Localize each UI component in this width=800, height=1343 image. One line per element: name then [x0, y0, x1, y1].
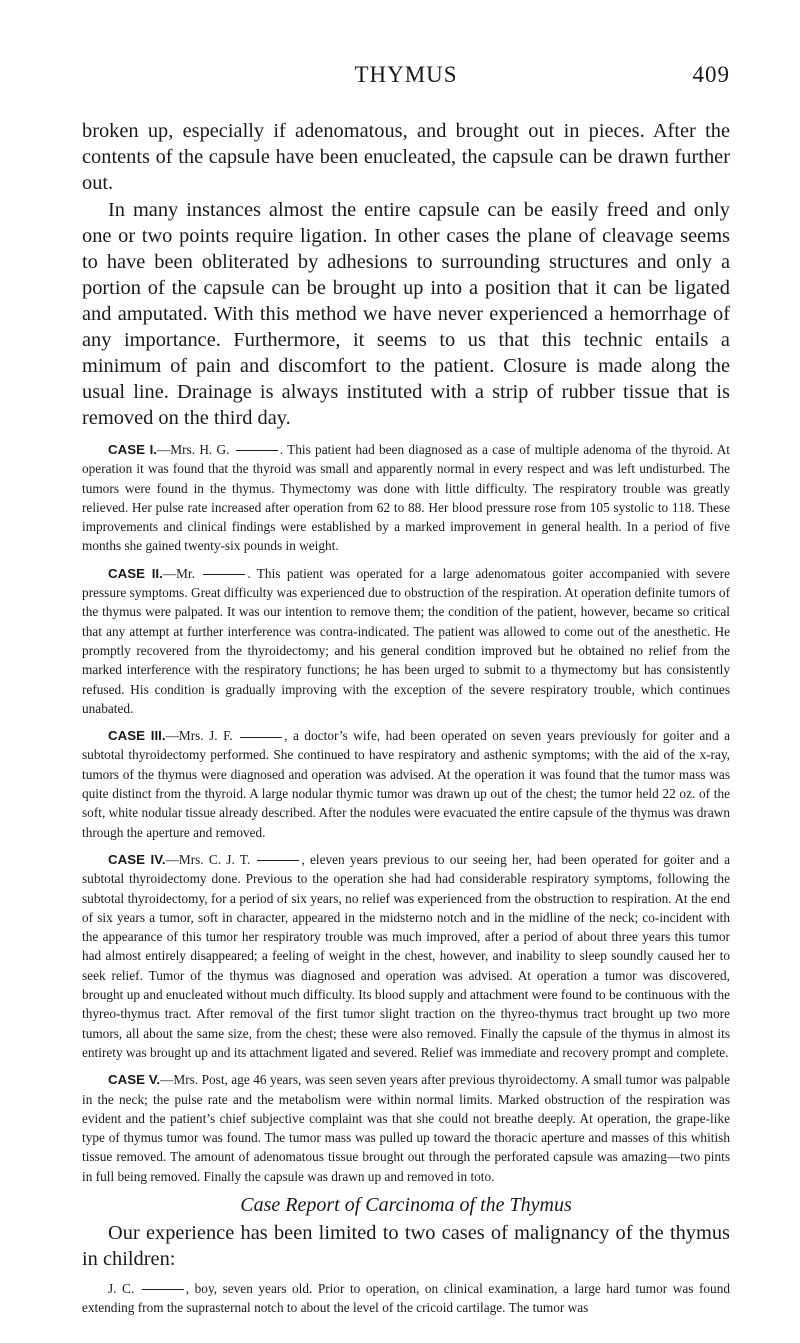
case-report-jc: [82, 1279, 730, 1318]
running-title: THYMUS: [354, 62, 458, 87]
case-text: was seen seven years after previous thyroidectomy. A small tumor was palpable in the neck; the pulse rate and the metabolism were within normal limits. Marked obstruction of the respiration was evident and the patient’s chief subjective complaint was that she could not breathe deeply. At operation, the grape-like type of thymus tumor was found. The tumor mass was pulled up toward the thoracic aperture and masses of this whitish tissue removed. The amount of adenomatous tissue brought out through the perforated capsule was amazing—two pints in full being removed. Finally the capsule was drawn up and removed in toto.: [82, 1072, 730, 1184]
case-text: . This patient had been diagnosed as a case of multiple adenoma of the thyroid. At operation it was found that the thyroid was small and apparently normal in every respect and was left undisturbed. The tumors were found in the thymus. Thymectomy was done with little difficulty. The respiratory trouble was greatly relieved. Her pulse rate increased after operation from 62 to 88. Her blood pressure rose from 105 systolic to 118. These improvements and clinical findings were established by a marked improvement in general health. In a period of five months she gained twenty-six pounds in weight.: [82, 442, 730, 554]
name-redaction-dash: [142, 1289, 184, 1290]
case-text: , boy, seven years old. Prior to operation, on clinical examination, a large hard tumor was found extending from the suprasternal notch to about the level of the cricoid cartilage. The tumor was: [82, 1280, 730, 1316]
case-label: CASE IV.: [108, 851, 166, 867]
running-header: [82, 62, 730, 92]
case-text: . This patient was operated for a large adenomatous goiter accompanied with severe pressure symptoms. Great difficulty was experienced due to obstruction of the respiration. At operation definite tumors of the thymus were palpated. It was our intention to remove them; the condition of the patient, however, became so critical that any attempt at further interference was contra-indicated. The patient was allowed to come out of the anesthetic. He promptly recovered from the thyroidectomy; and his general condition improved but he obtained no relief from the marked interference with the respiratory functions; he has been urged to submit to a thymectomy but has consistently refused. His condition is gradually improving with the exception of the severe respiratory trouble, which continues unabated.: [82, 565, 730, 716]
case-report-1: [82, 440, 730, 556]
name-redaction-dash: [203, 574, 245, 575]
case-text: , eleven years previous to our seeing her, had been operated for goiter and a subtotal thyroidectomy done. Previous to the operation she had had considerable respiratory symptoms, following the subtotal thyroidectomy, for a period of six years, no relief was experienced from the obstruction to respiration. At the end of six years a tumor, soft in character, appeared in the midsterno notch and in the midline of the neck; co-incident with the appearance of this tumor her respiratory trouble was much improved, after a period of about three years this tumor had almost entirely disappeared; a feeling of weight in the chest, however, and inability to sleep soundly caused her to seek relief. Tumor of the thymus was diagnosed and operation was advised. At operation a tumor was discovered, brought up and enucleated without much difficulty. Its blood supply and attachment were found to be continuous with the thyreo-thymus tract. After removal of the first tumor slight traction on the thyreo-thymus tract brought up two more tumors, all about the same size, from the chest; these were also removed. Finally the capsule of the thymus in almost its entirety was brought up and its attachment ligated and severed. Relief was immediate and recovery prompt and complete.: [82, 851, 730, 1060]
name-redaction-dash: [236, 450, 278, 451]
case-label: CASE III.: [108, 728, 166, 744]
case-report-4: [82, 850, 730, 1062]
case-text: , a doctor’s wife, had been operated on seven years previously for goiter and a subtotal thyroidectomy performed. She continued to have respiratory and asthenic symptoms; with the aid of the x-ray, tumors of the thymus were diagnosed and operation was advised. At the operation it was found that the tumor mass was quite distinct from the thyroid. A large nodular thymic tumor was drawn up out of the chest; the tumor held 22 oz. of the soft, white nodular tissue already described. After the nodules were evacuated the entire capsule of the thymus was drawn through the aperture and removed.: [82, 728, 730, 840]
case-patient: —Mrs. H. G.: [157, 442, 230, 457]
case-label: CASE II.: [108, 565, 163, 581]
case-patient: —Mr.: [162, 565, 195, 581]
paragraph-capsule-ligation: In many instances almost the entire capsule can be easily freed and only one or two points require ligation. In other cases the plane of cleavage seems to have been obliterated by adhesions to surrounding structures and only a portion of the capsule can be brought up into a position that it can be ligated and amputated. With this method we have never experienced a hemorrhage of any importance. Furthermore, it seems to us that this technic entails a minimum of pain and discomfort to the patient. Closure is made along the usual line. Drainage is always instituted with a strip of rubber tissue that is removed on the third day.: [82, 199, 730, 429]
section-heading: Case Report of Carcinoma of the Thymus: [240, 1193, 572, 1216]
case-label: CASE V.: [108, 1072, 161, 1088]
case-label: CASE I.: [108, 442, 157, 457]
case-report-3: [82, 726, 730, 842]
case-patient: —Mrs. C. J. T.: [165, 851, 251, 867]
case-report-5: [82, 1070, 730, 1186]
case-report-2: [82, 564, 730, 718]
name-redaction-dash: [257, 860, 299, 861]
case-patient: —Mrs. J. F.: [165, 728, 233, 744]
page-body: [82, 118, 730, 1318]
paragraph-continuation: broken up, especially if adenomatous, and brought out in pieces. After the contents of the capsule have been enucleated, the capsule can be drawn further out.: [82, 120, 730, 194]
section-intro: Our experience has been limited to two cases of malignancy of the thymus in children:: [82, 1221, 730, 1270]
page-number: 409: [692, 62, 730, 87]
case-patient: —Mrs. Post, age 46 years,: [160, 1072, 302, 1088]
name-redaction-dash: [240, 737, 282, 738]
case-patient: J. C.: [108, 1280, 135, 1296]
